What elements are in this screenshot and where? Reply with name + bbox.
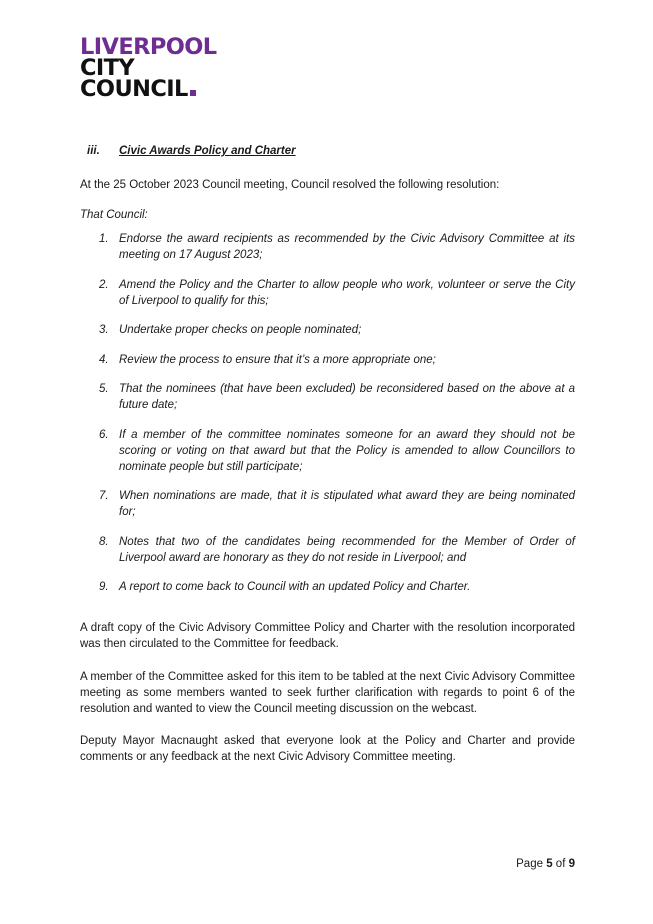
resolution-item — [80, 277, 575, 309]
resolution-list — [80, 231, 575, 609]
resolution-item — [80, 381, 575, 413]
page-total: 9 — [568, 858, 575, 870]
resolution-item-text: A report to come back to Council with an updated Policy and Charter. — [119, 581, 471, 593]
logo-council-text: COUNCIL — [80, 76, 188, 102]
logo-square-icon — [190, 90, 196, 96]
resolution-item-text: If a member of the committee nominates someone for an award they should not be scoring or voting on that award but that the Policy is amended to allow Councillors to nominate people but still participate; — [119, 428, 575, 473]
deputy-mayor-paragraph: Deputy Mayor Macnaught asked that everyone look at the Policy and Charter and provide comments or any feedback at the next Civic Advisory Committee meeting. — [80, 735, 575, 763]
section-heading — [80, 145, 296, 157]
draft-copy-paragraph: A draft copy of the Civic Advisory Committee Policy and Charter with the resolution incorporated was then circulated to the Committee for feedback. — [80, 622, 575, 650]
resolution-item — [80, 579, 575, 595]
resolution-item — [80, 231, 575, 263]
resolution-item-number: 3. — [99, 324, 109, 336]
page-current: 5 — [546, 858, 553, 870]
that-council-label: That Council: — [80, 209, 148, 221]
resolution-item-number: 1. — [99, 233, 109, 245]
logo-line-liverpool: LIVERPOOL — [80, 34, 217, 60]
resolution-item-number: 6. — [99, 428, 109, 441]
resolution-item-number: 9. — [99, 581, 109, 593]
resolution-item — [80, 534, 575, 566]
resolution-item — [80, 352, 575, 368]
resolution-item-number: 8. — [99, 535, 109, 548]
resolution-item-number: 2. — [99, 278, 109, 291]
resolution-item — [80, 488, 575, 520]
section-title: Civic Awards Policy and Charter — [119, 145, 296, 157]
resolution-item — [80, 322, 575, 338]
resolution-item-text: Amend the Policy and the Charter to allow people who work, volunteer or serve the City of Liverpool to qualify for this; — [119, 278, 575, 307]
resolution-item-text: Endorse the award recipients as recommended by the Civic Advisory Committee at its meeting on 17 August 2023; — [119, 233, 575, 261]
resolution-item-number: 5. — [99, 383, 109, 395]
council-logo — [80, 34, 280, 102]
logo-line-council — [80, 76, 280, 102]
tabled-item-paragraph: A member of the Committee asked for this item to be tabled at the next Civic Advisory Committee meeting as some members wanted to seek further clarification with regards to point 6 of the resolution and wanted to view the Council meeting discussion on the webcast. — [80, 671, 575, 715]
intro-paragraph: At the 25 October 2023 Council meeting, Council resolved the following resolution: — [80, 179, 500, 191]
page-of-label: of — [555, 858, 566, 870]
resolution-item-text: Notes that two of the candidates being recommended for the Member of Order of Liverpool award are honorary as they do not reside in Liverpool; and — [119, 535, 575, 564]
logo-line-city: CITY — [80, 55, 135, 81]
resolution-item-number: 4. — [99, 353, 109, 366]
resolution-item — [80, 427, 575, 475]
resolution-item-text: Undertake proper checks on people nominated; — [119, 324, 362, 336]
resolution-item-text: Review the process to ensure that it’s a more appropriate one; — [119, 353, 436, 366]
page-number — [516, 858, 575, 870]
resolution-item-text: That the nominees (that have been excluded) be reconsidered based on the above at a future date; — [119, 383, 575, 411]
page-label: Page — [516, 858, 543, 870]
section-number: iii. — [87, 145, 100, 157]
resolution-item-text: When nominations are made, that it is stipulated what award they are being nominated for; — [119, 490, 575, 518]
resolution-item-number: 7. — [99, 490, 109, 502]
